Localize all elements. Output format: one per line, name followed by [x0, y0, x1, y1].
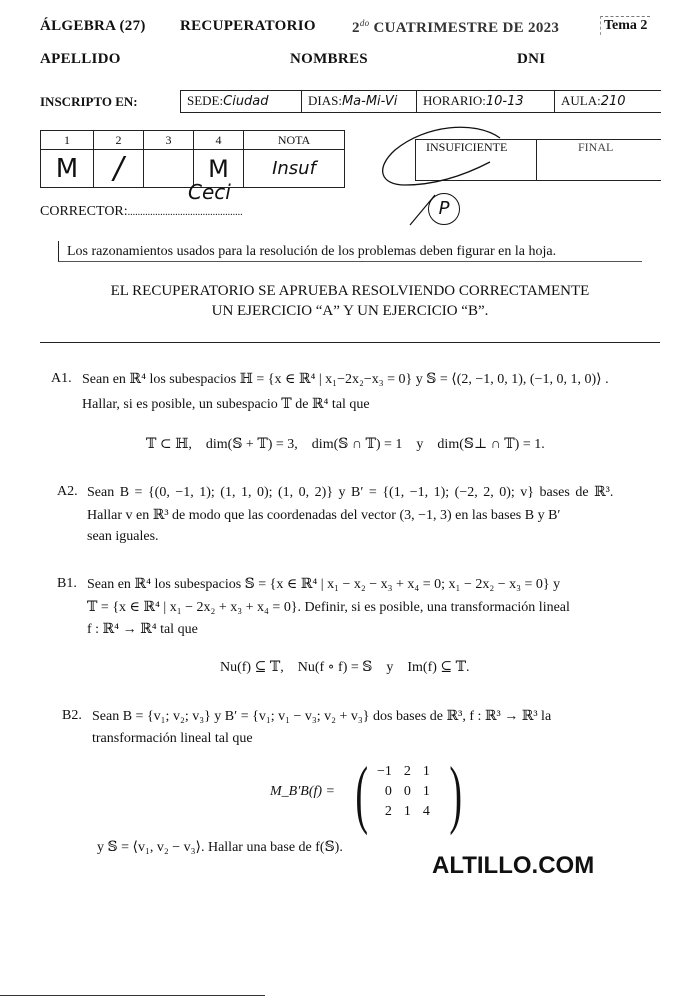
- insuficiente-label: INSUFICIENTE: [426, 140, 508, 154]
- term-ordinal: 2: [352, 20, 360, 36]
- initial-mark: P: [428, 193, 460, 225]
- exercise-b1-line2: 𝕋 = {x ∈ ℝ⁴ | x₁ − 2x₂ + x₃ + x₄ = 0}. Definir, si es posible, una transformación lineal: [87, 600, 570, 615]
- grade-header: NOTA: [244, 131, 345, 150]
- divider: [40, 342, 660, 343]
- grade-value: [144, 150, 194, 188]
- exercise-a2-label: A2.: [57, 484, 78, 499]
- matrix-label: M_B′B(f) =: [270, 784, 335, 799]
- exercise-a2-line1: Sean B = {(0, −1, 1); (1, 1, 0); (1, 0, 2)} y B′ = {(1, −1, 1); (−2, 2, 0); v} bases de ℝ³.: [87, 485, 614, 500]
- tema-badge: Tema 2: [600, 16, 650, 35]
- matrix-cell: 1: [422, 784, 430, 799]
- aula-value: 210: [600, 94, 626, 109]
- matrix-cell: 1: [403, 804, 411, 819]
- corrector-signature: Ceci: [188, 180, 231, 204]
- exercise-b1-formula: Nu(f) ⊆ 𝕋, Nu(f ∘ f) = 𝕊 y Im(f) ⊆ 𝕋.: [220, 660, 470, 675]
- grade-value: /: [94, 150, 144, 188]
- term-rest: CUATRIMESTRE DE 2023: [369, 20, 560, 36]
- exercise-b2-line3: y 𝕊 = ⟨v₁, v₂ − v₃⟩. Hallar una base de f(𝕊).: [97, 840, 343, 855]
- exam-type: RECUPERATORIO: [180, 18, 316, 34]
- corrector-dots: ..............................................: [127, 207, 243, 218]
- course-title: ÁLGEBRA (27): [40, 18, 146, 34]
- exercise-a1-label: A1.: [51, 371, 72, 386]
- horario-label: HORARIO:: [423, 93, 486, 108]
- exercise-b2-label: B2.: [62, 708, 82, 723]
- matrix-cell: 0: [403, 784, 411, 799]
- exercise-a2-line3: sean iguales.: [87, 529, 159, 544]
- exercise-a1-line2: Hallar, si es posible, un subespacio 𝕋 de ℝ⁴ tal que: [82, 397, 370, 412]
- left-paren: (: [355, 752, 368, 836]
- corrector-line: [40, 204, 243, 220]
- matrix-cell: 1: [422, 764, 430, 779]
- bottom-rule: [0, 995, 265, 996]
- exercise-a2-line2: Hallar v en ℝ³ de modo que las coordenadas del vector (3, −1, 3) en las bases B y B′: [87, 508, 561, 523]
- grade-header: 4: [194, 131, 244, 150]
- nombres-label: NOMBRES: [290, 51, 368, 67]
- grade-value-nota: Insuf: [244, 150, 345, 188]
- matrix-cell: 4: [422, 804, 430, 819]
- aula-cell: [555, 91, 661, 112]
- grade-header: 3: [144, 131, 194, 150]
- sede-cell: [181, 91, 302, 112]
- matrix: [355, 752, 462, 836]
- grade-value: M: [41, 150, 94, 188]
- matrix-cell: 2: [384, 804, 392, 819]
- inscripto-box: [180, 90, 661, 113]
- dias-cell: [302, 91, 417, 112]
- dias-label: DIAS:: [308, 93, 342, 108]
- exercise-a1-line1: Sean en ℝ⁴ los subespacios ℍ = {x ∈ ℝ⁴ | x₁−2x₂−x₃ = 0} y 𝕊 = ⟨(2, −1, 0, 1), (−1, 0, 1, 0)⟩ .: [82, 372, 609, 387]
- exam-term: [352, 18, 559, 37]
- watermark: ALTILLO.COM: [432, 852, 595, 879]
- matrix-cell: −1: [377, 764, 392, 779]
- exercise-b2-line2: transformación lineal tal que: [92, 731, 253, 746]
- matrix-cell: 0: [384, 784, 392, 799]
- matrix-cell: 2: [403, 764, 411, 779]
- grade-header: 1: [41, 131, 94, 150]
- rules-line-1: EL RECUPERATORIO SE APRUEBA RESOLVIENDO CORRECTAMENTE: [110, 283, 590, 299]
- notice-box: Los razonamientos usados para la resolución de los problemas deben figurar en la hoja.: [58, 241, 642, 262]
- apellido-label: APELLIDO: [40, 51, 121, 67]
- exercise-b1-label: B1.: [57, 576, 77, 591]
- dni-label: DNI: [517, 51, 546, 67]
- final-label: FINAL: [578, 140, 614, 154]
- grade-header: 2: [94, 131, 144, 150]
- exercise-b1-line3: f : ℝ⁴ → ℝ⁴ tal que: [87, 622, 198, 637]
- inscripto-label: INSCRIPTO EN:: [40, 94, 138, 109]
- sede-value: Ciudad: [223, 94, 269, 109]
- exercise-b2-line1: Sean B = {v₁; v₂; v₃} y B′ = {v₁; v₁ − v₃; v₂ + v₃} dos bases de ℝ³, f : ℝ³ → ℝ³ la: [92, 709, 552, 724]
- aula-label: AULA:: [561, 93, 601, 108]
- right-paren: ): [449, 752, 462, 836]
- sede-label: SEDE:: [187, 93, 224, 108]
- term-superscript: do: [359, 18, 370, 28]
- result-divider: [536, 140, 537, 180]
- grade-value: M: [194, 150, 244, 188]
- exercise-a1-formula: 𝕋 ⊂ ℍ, dim(𝕊 + 𝕋) = 3, dim(𝕊 ∩ 𝕋) = 1 y dim(𝕊⊥ ∩ 𝕋) = 1.: [146, 437, 545, 452]
- corrector-label: CORRECTOR:: [40, 204, 128, 219]
- horario-cell: [417, 91, 555, 112]
- horario-value: 10-13: [485, 94, 524, 109]
- dias-value: Ma-Mi-Vi: [341, 94, 398, 109]
- rules-line-2: UN EJERCICIO “A” Y UN EJERCICIO “B”.: [211, 303, 489, 319]
- exercise-b1-line1: Sean en ℝ⁴ los subespacios 𝕊 = {x ∈ ℝ⁴ | x₁ − x₂ − x₃ + x₄ = 0; x₁ − 2x₂ − x₃ = 0} y: [87, 577, 561, 592]
